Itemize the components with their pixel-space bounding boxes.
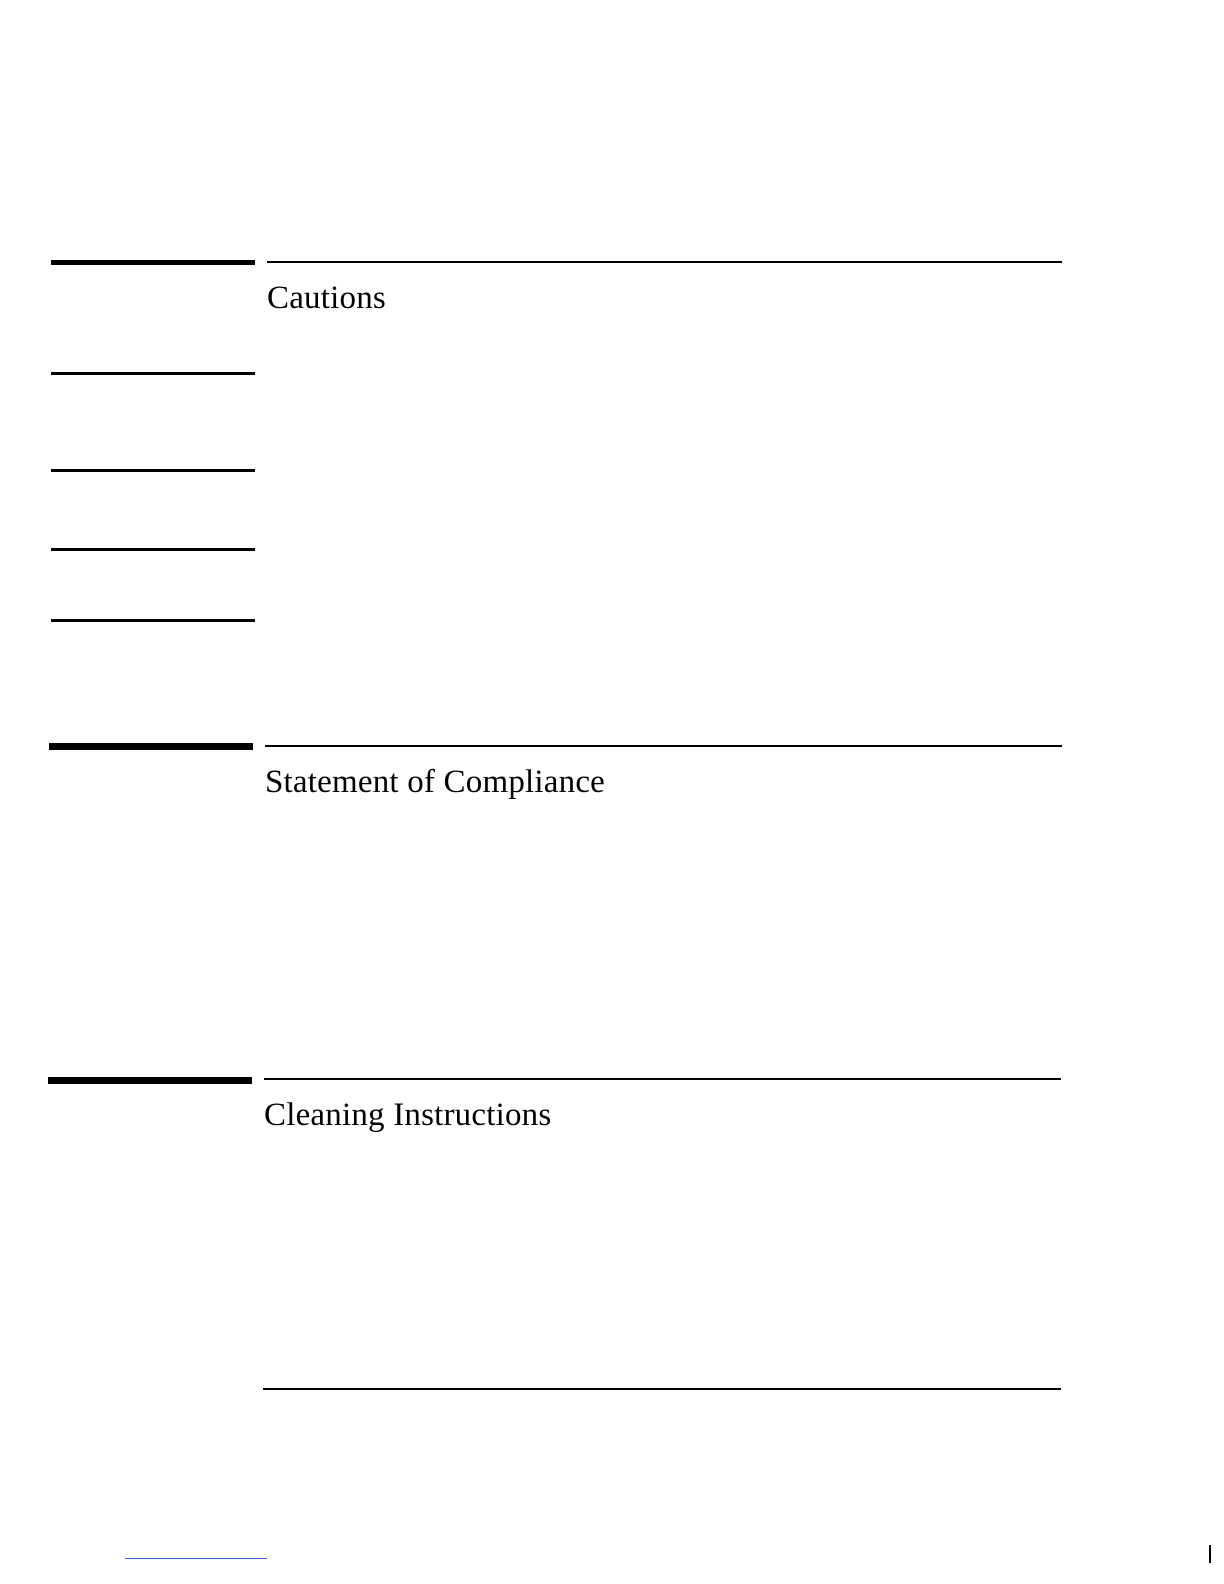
margin-rule-1 — [51, 372, 255, 375]
section-heading-cautions: Cautions — [267, 280, 386, 316]
section-heading-cleaning: Cleaning Instructions — [264, 1097, 552, 1133]
section-heading-compliance: Statement of Compliance — [265, 764, 606, 800]
margin-thick-rule-cautions — [51, 260, 255, 265]
bottom-rule — [263, 1388, 1061, 1390]
section-rule-compliance — [265, 745, 1062, 747]
footer-link-underline — [125, 1558, 267, 1559]
edge-crop-mark — [1209, 1545, 1211, 1563]
margin-rule-3 — [51, 548, 255, 551]
section-rule-cautions — [267, 261, 1062, 263]
margin-rule-2 — [51, 469, 255, 472]
margin-thick-rule-cleaning — [48, 1077, 252, 1084]
margin-rule-4 — [51, 619, 255, 622]
section-rule-cleaning — [264, 1078, 1061, 1080]
margin-thick-rule-compliance — [49, 743, 253, 750]
